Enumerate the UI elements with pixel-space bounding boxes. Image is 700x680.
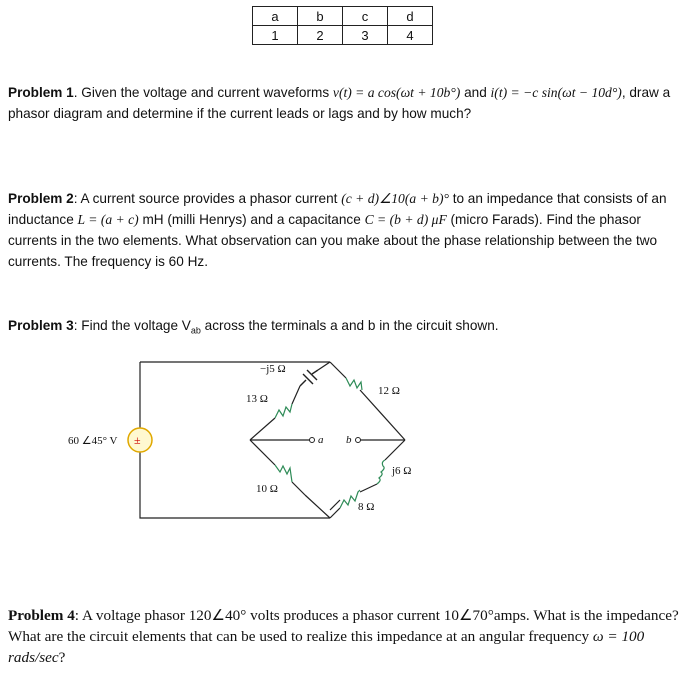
header-b: b (298, 7, 343, 26)
problem-2-text-b: to an impedance that consists of an inductance (8, 191, 667, 227)
value-table-header-row (253, 7, 433, 26)
problem-4-text-d: ? (58, 649, 66, 666)
problem-3-text-b: across the terminals a and b in the circuit shown. (200, 318, 499, 333)
source-sign: ± (134, 433, 141, 447)
circuit-diagram (0, 350, 700, 530)
capacitor-minus-j5-ohm (300, 370, 318, 386)
problem-2-capacitance: C = (b + d) μF (364, 212, 447, 227)
wire-r10-down (292, 482, 305, 495)
r10-label: 10 Ω (256, 483, 278, 495)
problem-2-phasor-current: (c + d)∠10(a + b)° (341, 191, 449, 206)
value-table (252, 6, 433, 45)
inductor-j6-ohm (377, 460, 385, 484)
problem-4-text-c: amps. What is the impedance? What are the circuit elements that can be used to realize this impedance at an angular frequency (8, 607, 679, 645)
problem-4-voltage-phasor: 120∠40° (188, 607, 247, 624)
r13-label: 13 Ω (246, 393, 268, 405)
wire-r12-to-right (360, 390, 405, 440)
problem-3-label: Problem 3 (8, 318, 74, 333)
resistor-13-ohm (275, 404, 292, 418)
problem-4-angular-frequency: ω = 100 rads/sec (8, 628, 645, 666)
resistor-12-ohm (346, 378, 362, 390)
r12-label: 12 Ω (378, 385, 400, 397)
source-label: 60 ∠45° V (68, 435, 118, 447)
value-table-value-row (253, 26, 433, 45)
capacitor-label: −j5 Ω (260, 363, 286, 375)
problem-1-voltage-waveform: v(t) = a cos(ωt + 10b°) (332, 85, 461, 100)
left-wire-lower (140, 452, 330, 518)
problem-1 (8, 82, 688, 124)
node-a-label: a (318, 434, 324, 446)
problem-2-label: Problem 2 (8, 191, 74, 206)
wire-cap-to-top (318, 362, 330, 370)
wire-r10-to-bottom (305, 495, 330, 518)
value-d: 4 (388, 26, 433, 45)
resistor-10-ohm (275, 465, 292, 482)
problem-1-label: Problem 1 (8, 85, 74, 100)
value-c: 3 (343, 26, 388, 45)
r8-label: 8 Ω (358, 501, 375, 513)
node-b-label: b (346, 434, 352, 446)
header-a: a (253, 7, 298, 26)
problem-3 (8, 315, 688, 342)
problem-1-text-b: and (460, 85, 491, 100)
problem-4-text-b: volts produces a phasor current (246, 607, 444, 624)
wire-r13-to-cap (292, 386, 300, 404)
wire-left-to-r10 (250, 440, 275, 465)
problem-3-text-a: : Find the voltage V (73, 318, 191, 333)
value-b: 2 (298, 26, 343, 45)
header-c: c (343, 7, 388, 26)
wire-top-to-r12 (330, 362, 346, 378)
wire-r8-down (330, 500, 340, 510)
terminal-a (310, 438, 315, 443)
problem-1-text-a: . Given the voltage and current waveforms (73, 85, 333, 100)
problem-4 (8, 605, 688, 668)
problem-2-text-c: mH (milli Henrys) and a capacitance (138, 212, 365, 227)
problem-2 (8, 188, 688, 272)
wire-inductor-to-r8 (360, 484, 377, 492)
problem-2-inductance: L = (a + c) (77, 212, 139, 227)
header-d: d (388, 7, 433, 26)
problem-1-text-c: , draw a phasor diagram and determine if the current leads or lags and by how much? (8, 85, 671, 121)
wire-left-to-r13 (250, 418, 275, 440)
problem-2-text-d: (micro Farads). Find the phasor currents in the two elements. What observation can you make about the phase relationship between the two currents. The frequency is 60 Hz. (8, 212, 658, 269)
problem-3-subscript: ab (190, 325, 201, 336)
terminal-b (356, 438, 361, 443)
value-a: 1 (253, 26, 298, 45)
problem-1-current-waveform: i(t) = −c sin(ωt − 10d°) (490, 85, 622, 100)
problem-4-label: Problem 4 (8, 607, 75, 624)
wire-right-to-inductor (385, 440, 405, 460)
problem-4-current-phasor: 10∠70° (443, 607, 494, 624)
problem-2-text-a: : A current source provides a phasor current (73, 191, 342, 206)
wire-bottom-to-r8 (330, 508, 340, 518)
problem-4-text-a: : A voltage phasor (74, 607, 189, 624)
resistor-8-ohm (340, 490, 360, 508)
inductor-label: j6 Ω (392, 465, 412, 477)
